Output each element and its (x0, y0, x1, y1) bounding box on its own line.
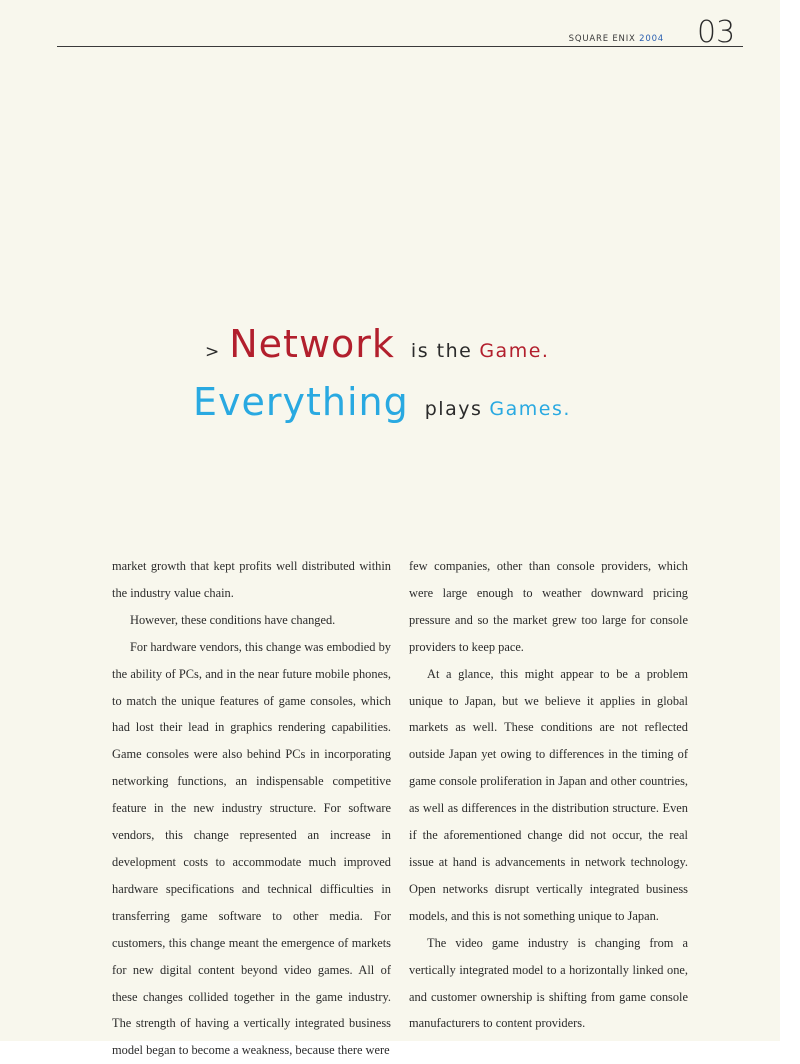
tagline-network-word: Network (229, 322, 395, 366)
paragraph: For hardware vendors, this change was embodied by the ability of PCs, and in the near future mobile phones, to match the unique features of game consoles, which had lost their lead in graphics rendering capabilities. Game consoles were also behind PCs in incorporating networking functions, an indispensable competitive feature in the new industry structure. For software vendors, this change represented an increase in development costs to accommodate much improved hardware specifications and technical difficulties in transferring game software to other media. For customers, this change meant the emergence of markets for new digital content beyond video games. All of these changes collided together in the game industry. The strength of having a vertically integrated business model began to become a weakness, because there were (112, 639, 391, 1058)
paragraph: However, these conditions have changed. (130, 612, 336, 627)
tagline-line-2-middle: plays (424, 398, 483, 420)
body-column-right (409, 553, 688, 1037)
header-rule (57, 46, 743, 47)
page-number: 03 (697, 15, 736, 50)
header-brand-name: SQUARE ENIX (568, 34, 636, 44)
header-year: 2004 (639, 34, 664, 44)
tagline-games-word: Games. (489, 398, 571, 420)
paragraph: few companies, other than console providers, which were large enough to weather downward pricing pressure and so the market grew too large for console providers to keep pace. (409, 559, 688, 654)
chevron-prefix: > (205, 342, 220, 362)
tagline-line-1-middle: is the (410, 340, 473, 362)
tagline-line-2 (193, 380, 800, 424)
header-brand (569, 34, 664, 44)
tagline-everything-word: Everything (193, 380, 409, 424)
tagline-line-1 (205, 322, 800, 366)
tagline-game-word: Game. (479, 340, 550, 362)
paragraph: At a glance, this might appear to be a problem unique to Japan, but we believe it applies in global markets as well. These conditions are not reflected outside Japan yet owing to differences in the timing of game console proliferation in Japan and other countries, as well as differences in the distribution structure. Even if the aforementioned change did not occur, the real issue at hand is advancements in network technology. Open networks disrupt vertically integrated business models, and this is not something unique to Japan. (409, 666, 688, 923)
paragraph: The video game industry is changing from a vertically integrated model to a horizontally linked one, and customer ownership is shifting from game console manufacturers to content providers. (409, 935, 688, 1031)
body-column-left (112, 553, 391, 1064)
paragraph: market growth that kept profits well distributed within the industry value chain. (112, 559, 391, 600)
